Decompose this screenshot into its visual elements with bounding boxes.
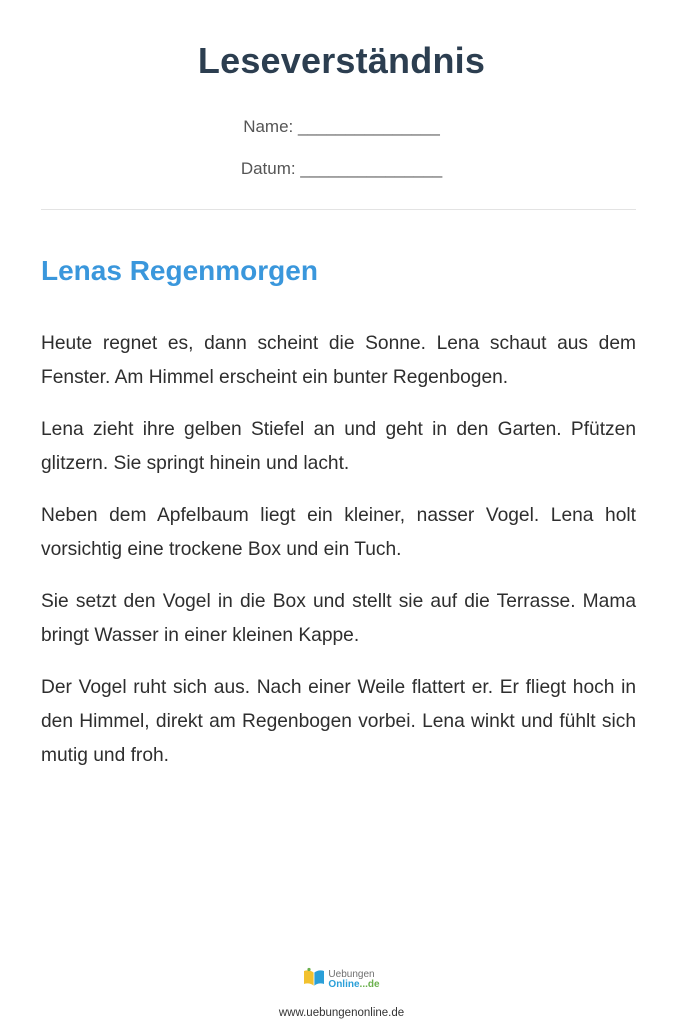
story-title: Lenas Regenmorgen xyxy=(41,255,318,286)
story-paragraph: Neben dem Apfelbaum liegt ein kleiner, nasser Vogel. Lena holt vorsichtig eine trockene Box und ein Tuch. xyxy=(41,505,636,560)
logo-text xyxy=(328,970,379,990)
story-paragraph: Heute regnet es, dann scheint die Sonne. Lena schaut aus dem Fenster. Am Himmel erscheint ein bunter Regenbogen. xyxy=(41,333,636,388)
story-paragraph: Der Vogel ruht sich aus. Nach einer Weile flattert er. Er fliegt hoch in den Himmel, direkt am Regenbogen vorbei. Lena winkt und fühlt sich mutig und froh. xyxy=(41,677,636,766)
open-book-icon xyxy=(303,967,325,992)
date-field: Datum: _______________ xyxy=(240,159,443,178)
story-paragraph: Lena zieht ihre gelben Stiefel an und geht in den Garten. Pfützen glitzern. Sie springt hinein und lacht. xyxy=(41,419,636,474)
logo-top-text: Uebungen xyxy=(328,968,375,980)
logo xyxy=(303,967,379,992)
footer-url: www.uebungenonline.de xyxy=(278,1007,405,1019)
logo-suffix-text: ...de xyxy=(359,978,380,990)
footer-logo xyxy=(0,967,683,995)
divider xyxy=(41,209,636,210)
name-field: Name: _______________ xyxy=(243,117,440,136)
logo-bottom-text xyxy=(328,980,379,990)
logo-online-text: Online xyxy=(328,978,360,990)
page-title: Leseverständnis xyxy=(197,40,486,81)
story-paragraph: Sie setzt den Vogel in die Box und stellt sie auf die Terrasse. Mama bringt Wasser in einer kleinen Kappe. xyxy=(41,591,636,646)
story-text xyxy=(41,327,636,791)
